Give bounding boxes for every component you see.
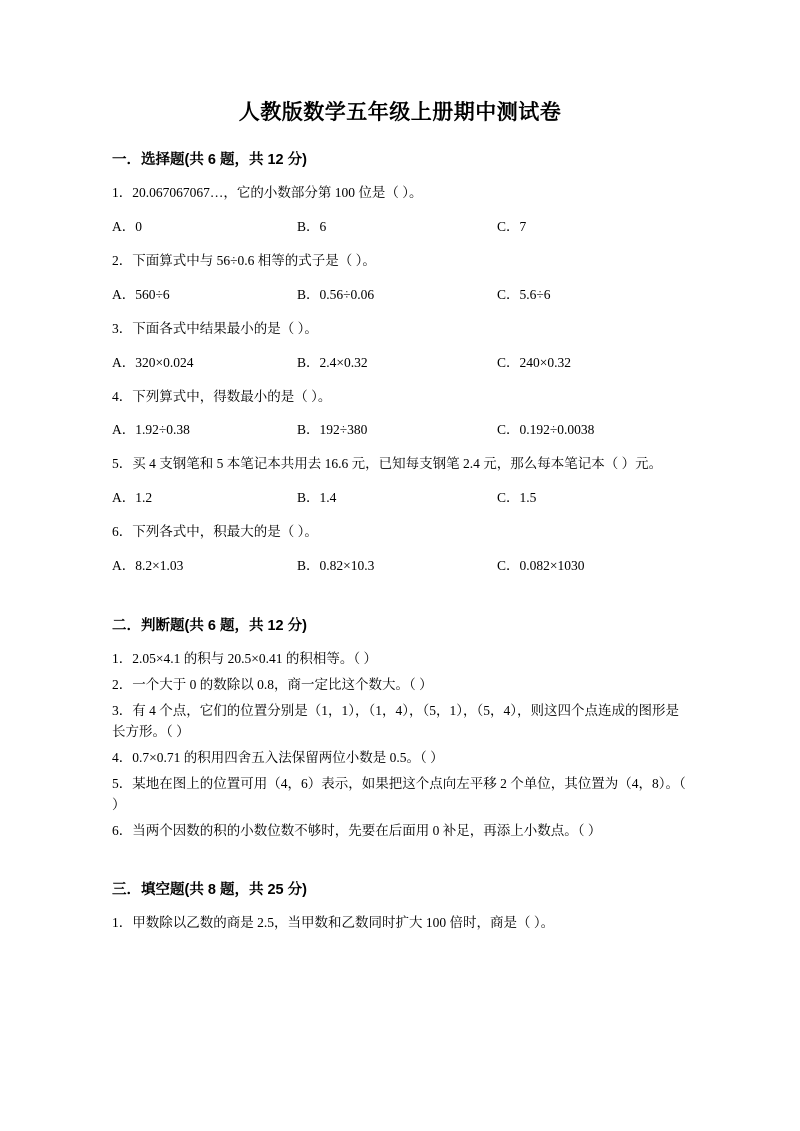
question-4-option-a[interactable]: A．1.92÷0.38 [112,422,190,438]
question-2-text: 2．下面算式中与 56÷0.6 相等的式子是（ ）。 [112,252,376,268]
question-1-text: 1．20.067067067…，它的小数部分第 100 位是（ ）。 [112,185,423,200]
tf-item-6[interactable]: 6．当两个因数的积的小数位数不够时，先要在后面用 0 补足，再添上小数点。（ ） [112,822,602,838]
question-2-option-b[interactable]: B．0.56÷0.06 [297,286,375,302]
question-6-options [112,556,688,577]
question-2-option-a[interactable]: A．560÷6 [112,286,170,302]
question-3-option-c[interactable]: C．240×0.32 [497,354,571,370]
question-6-option-a[interactable]: A．8.2×1.03 [112,558,184,574]
tf-item-1[interactable]: 1．2.05×4.1 的积与 20.5×0.41 的积相等。（ ） [112,651,377,667]
question-1-option-a[interactable]: A．0 [112,218,142,234]
question-5-option-a[interactable]: A．1.2 [112,490,153,506]
tf-item-2[interactable]: 2．一个大于 0 的数除以 0.8，商一定比这个数大。（ ） [112,676,433,692]
section-heading-fillblank: 三．填空题(共 8 题，共 25 分) [112,882,307,899]
question-3-option-b[interactable]: B．2.4×0.32 [297,354,368,370]
question-5-option-b[interactable]: B．1.4 [297,490,337,506]
question-5-option-c[interactable]: C．1.5 [497,490,537,506]
page-title: 人教版数学五年级上册期中测试卷 [238,101,562,124]
question-5-text: 5．买 4 支钢笔和 5 本笔记本共用去 16.6 元，已知每支钢笔 2.4 元，那么每本笔记本（ ）元。 [112,456,663,472]
fill-item-1[interactable]: 1．甲数除以乙数的商是 2.5，当甲数和乙数同时扩大 100 倍时，商是（ ）。 [112,915,555,931]
tf-item-5[interactable]: 5．某地在图上的位置可用（4，6）表示，如果把这个点向左平移 2 个单位，其位置为（4，8）。（ ） [112,775,686,812]
question-4-options [112,420,688,441]
question-3-text: 3．下面各式中结果最小的是（ ）。 [112,320,318,336]
question-3-option-a[interactable]: A．320×0.024 [112,354,194,370]
question-2-options [112,285,688,306]
question-1-option-b[interactable]: B．6 [297,218,327,234]
question-6-text: 6．下列各式中，积最大的是（ ）。 [112,524,318,540]
question-2-option-c[interactable]: C．5.6÷6 [497,286,551,302]
question-4-text: 4．下列算式中，得数最小的是（ ）。 [112,388,332,404]
section-heading-choice: 一．选择题(共 6 题，共 12 分) [112,152,307,168]
section-heading-truefalse: 二．判断题(共 6 题，共 12 分) [112,618,307,635]
tf-item-4[interactable]: 4．0.7×0.71 的积用四舍五入法保留两位小数是 0.5。（ ） [112,749,444,765]
question-6-option-b[interactable]: B．0.82×10.3 [297,558,375,574]
question-5-options [112,488,688,509]
question-1-options [112,217,688,238]
tf-item-3[interactable]: 3．有 4 个点，它们的位置分别是（1，1），（1，4），（5，1），（5，4），则这四个点连成的图形是长方形。（ ） [112,702,679,739]
question-4-option-b[interactable]: B．192÷380 [297,422,368,438]
question-6-option-c[interactable]: C．0.082×1030 [497,558,585,574]
question-3-options [112,353,688,374]
question-4-option-c[interactable]: C．0.192÷0.0038 [497,422,595,438]
question-1-option-c[interactable]: C．7 [497,218,527,234]
truefalse-list [112,649,688,841]
